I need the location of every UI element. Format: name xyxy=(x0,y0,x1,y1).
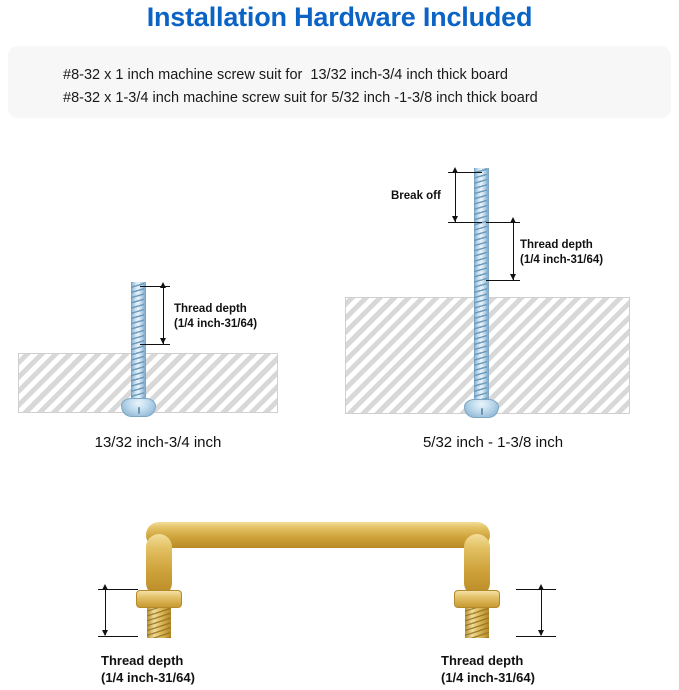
dim-tick-top-right xyxy=(486,222,520,223)
handle-right-foot xyxy=(454,590,500,608)
hardware-note-box xyxy=(8,46,671,118)
dim-line-right xyxy=(513,222,514,280)
break-off-tick-top xyxy=(448,172,482,173)
note-line-2: #8-32 x 1-3/4 inch machine screw suit for 5/32 inch -1-3/8 inch thick board xyxy=(63,90,538,106)
handle-thread-depth-left-line2: (1/4 inch-31/64) xyxy=(101,670,195,685)
break-off-dim-line xyxy=(455,172,456,222)
page-title: Installation Hardware Included xyxy=(146,2,533,32)
handle-left-post-threads xyxy=(147,604,171,638)
handle-right-arm xyxy=(464,534,490,596)
dim-tick-bottom-right xyxy=(486,280,520,281)
note-line-1: #8-32 x 1 inch machine screw suit for 13/32 inch-3/4 inch thick board xyxy=(63,67,508,83)
handle-left-foot xyxy=(136,590,182,608)
right-caption: 5/32 inch - 1-3/8 inch xyxy=(422,434,564,451)
handle-dim-tick-bottom-left xyxy=(98,636,138,637)
break-off-label: Break off xyxy=(391,190,441,202)
cabinet-handle-illustration xyxy=(118,512,548,642)
handle-thread-depth-left-line1: Thread depth xyxy=(101,653,184,668)
dim-tick-top-left xyxy=(140,286,170,287)
handle-dim-tick-bottom-right xyxy=(516,636,556,637)
left-caption: 13/32 inch-3/4 inch xyxy=(94,434,222,451)
handle-dim-tick-top-left xyxy=(98,589,138,590)
thread-depth-label-left-line1: Thread depth xyxy=(174,303,247,315)
handle-dim-line-left xyxy=(105,589,106,635)
thread-depth-label-right-line2: (1/4 inch-31/64) xyxy=(520,254,604,266)
thread-depth-label-left-line2: (1/4 inch-31/64) xyxy=(174,318,258,330)
thread-depth-label-right-line1: Thread depth xyxy=(520,239,593,251)
handle-thread-depth-right-line1: Thread depth xyxy=(441,653,524,668)
screw-head-left xyxy=(121,398,156,417)
handle-left-arm xyxy=(146,534,172,596)
screw-threads-right xyxy=(474,168,487,404)
screw-threads-left xyxy=(131,282,144,404)
handle-thread-depth-right-line2: (1/4 inch-31/64) xyxy=(441,670,535,685)
dim-line-left xyxy=(163,286,164,344)
handle-dim-line-right xyxy=(541,589,542,635)
break-off-tick-bottom xyxy=(448,222,482,223)
handle-dim-tick-top-right xyxy=(516,589,556,590)
handle-right-post-threads xyxy=(465,604,489,638)
dim-tick-bottom-left xyxy=(140,344,170,345)
screw-head-right xyxy=(464,399,499,418)
handle-top-bar xyxy=(146,522,490,548)
dim-arrow-up-left xyxy=(160,282,166,288)
